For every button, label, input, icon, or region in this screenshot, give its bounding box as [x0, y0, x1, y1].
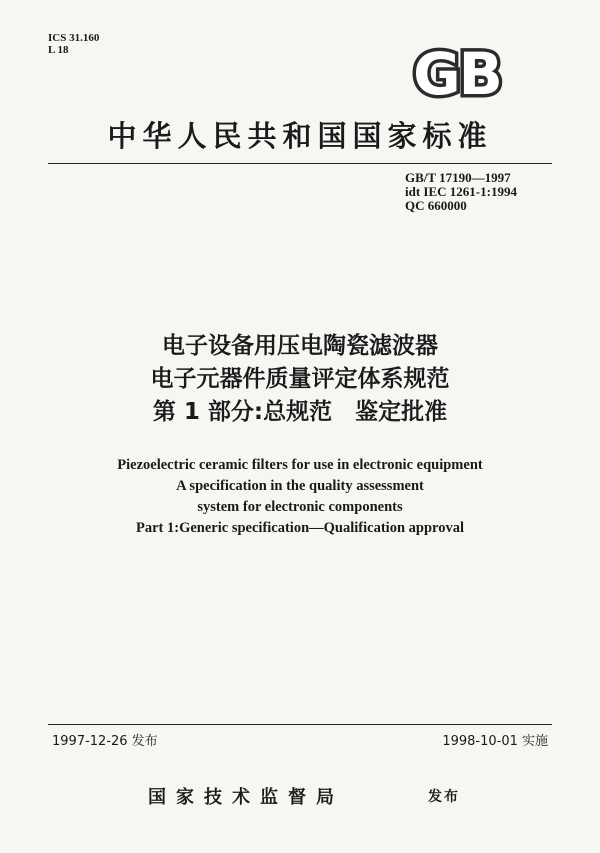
- english-title-line-2: A specification in the quality assessment: [176, 478, 424, 494]
- gb-logo: [402, 44, 512, 102]
- chinese-title-line-1: 电子设备用压电陶瓷滤波器: [162, 333, 438, 359]
- iec-equivalent: idt IEC 1261-1:1994: [405, 184, 517, 199]
- top-divider: [48, 163, 552, 164]
- chinese-title-line-3: 第 1 部分:总规范 鉴定批准: [152, 399, 448, 425]
- issuing-authority: 国家技术监督局: [148, 787, 344, 808]
- english-title-line-3: system for electronic components: [197, 499, 403, 515]
- gb-number: GB/T 17190—1997: [405, 170, 511, 185]
- chinese-title-line-2: 电子元器件质量评定体系规范: [150, 366, 450, 392]
- ccs-code: L 18: [48, 44, 69, 56]
- classification-codes: [48, 32, 99, 56]
- english-title-line-1: Piezoelectric ceramic filters for use in electronic equipment: [117, 457, 483, 473]
- bottom-divider: [48, 724, 552, 725]
- issued-label: 发布: [428, 789, 460, 805]
- implement-date: 1998-10-01 实施: [442, 734, 548, 749]
- english-title-line-4: Part 1:Generic specification—Qualification approval: [136, 520, 464, 536]
- gb-logo-text: GB: [413, 44, 501, 102]
- issue-date: 1997-12-26 发布: [52, 734, 158, 749]
- qc-number: QC 660000: [405, 198, 467, 213]
- standard-type-heading: 中华人民共和国国家标准: [107, 119, 493, 153]
- standard-numbers: [405, 171, 517, 213]
- ics-code: ICS 31.160: [48, 32, 100, 44]
- chinese-title: [0, 330, 600, 429]
- english-title: [0, 455, 600, 539]
